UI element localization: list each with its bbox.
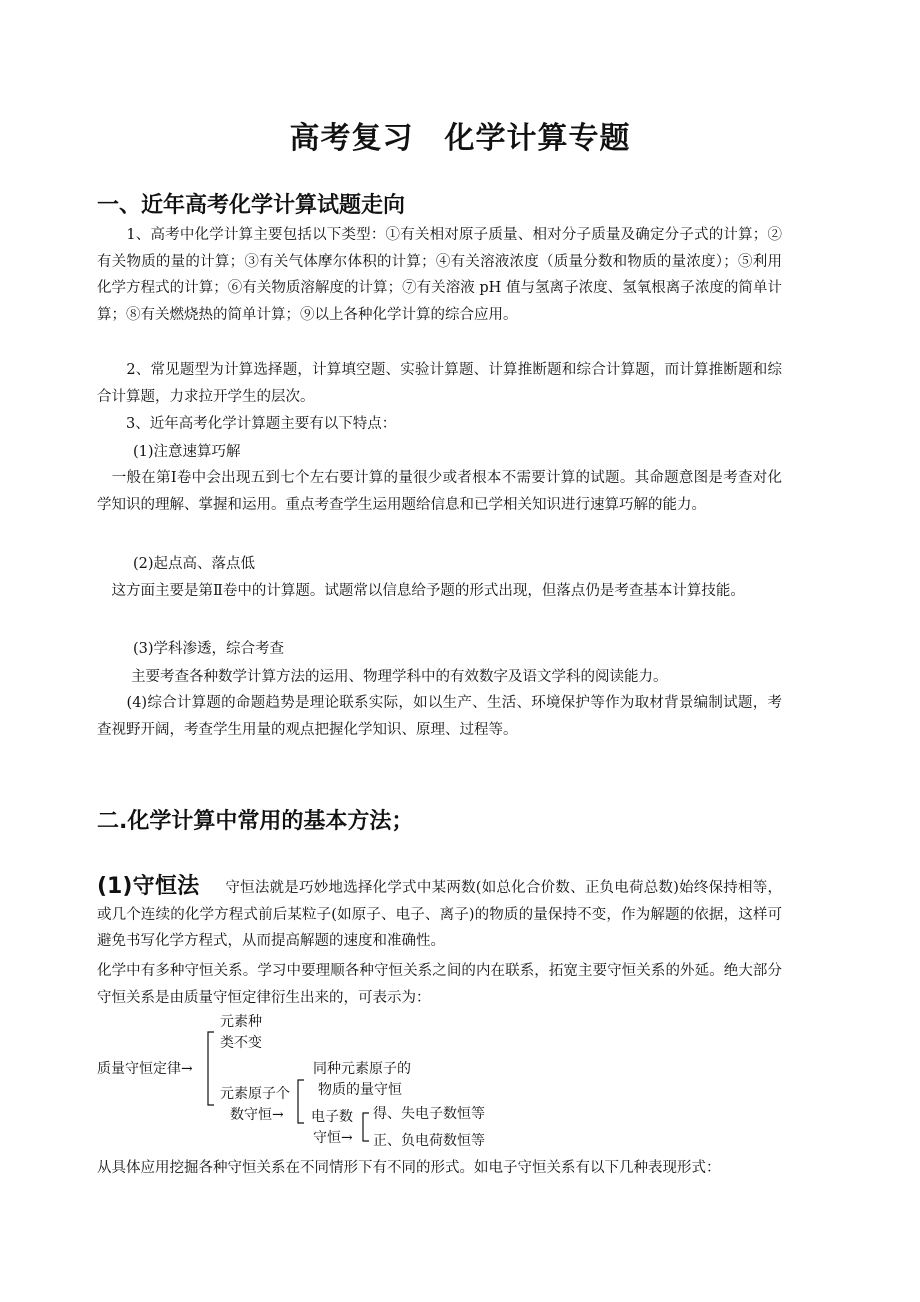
diagram-node-amount-line1: 同种元素原子的 (313, 1061, 411, 1077)
feature-4-text: (4)综合计算题的命题趋势是理论联系实际，如以生产、生活、环境保护等作为取材背景编制试题，考查视野开阔，考查学生用量的观点把握化学知识、原理、过程等。 (97, 695, 782, 738)
page-title: 高考复习 化学计算专题 (289, 121, 631, 156)
feature-1-title: (1)注意速算巧解 (133, 444, 241, 460)
diagram-root-node: 质量守恒定律→ (97, 1061, 193, 1077)
diagram-node-electron-line1: 电子数 (311, 1109, 353, 1125)
section1-paragraph-2: 2、常见题型为计算选择题，计算填空题、实验计算题、计算推断题和综合计算题，而计算推断题和综合计算题，力求拉开学生的层次。 (97, 362, 782, 405)
diagram-node-amount-line2: 物质的量守恒 (318, 1082, 402, 1098)
diagram-node-electron-line2: 守恒→ (313, 1130, 353, 1146)
diagram-node-atom-count-line1: 元素原子个 (220, 1086, 290, 1102)
section1-paragraph-1: 1、高考中化学计算主要包括以下类型：①有关相对原子质量、相对分子质量及确定分子式的计算；②有关物质的量的计算；③有关气体摩尔体积的计算；④有关溶液浓度（质量分数和物质的量浓度）；⑤利用化学方程式的计算；⑥有关物质溶解度的计算；⑦有关溶液 pH 值与氢离子浓度、氢氧根离子浓度的简单计算；⑧有关燃烧热的简单计算；⑨以上各种化学计算的综合应用。 (97, 227, 782, 323)
conservation-heading: (1)守恒法 (97, 874, 200, 899)
conservation-paragraph-2: 化学中有多种守恒关系。学习中要理顺各种守恒关系之间的内在联系，拓宽主要守恒关系的外延。绝大部分守恒关系是由质量守恒定律衍生出来的，可表示为： (97, 963, 782, 1006)
conservation-closing-text: 从具体应用挖掘各种守恒关系在不同情形下有不同的形式。如电子守恒关系有以下几种表现形式： (97, 1160, 721, 1176)
section1-heading: 一、近年高考化学计算试题走向 (97, 193, 406, 218)
feature-3-text: 主要考查各种数学计算方法的运用、物理学科中的有效数字及语文学科的阅读能力。 (131, 669, 668, 685)
diagram-leaf-electron-gain-loss: 得、失电子数恒等 (373, 1106, 485, 1122)
conservation-intro-text: 守恒法就是巧妙地选择化学式中某两数(如总化合价数、正负电荷总数)始终保持相等，或几个连续的化学方程式前后某粒子(如原子、电子、离子)的物质的量保持不变，作为解题的依据，这样可避免书写化学方程式，从而提高解题的速度和准确性。 (97, 880, 783, 949)
section1-paragraph-3: 3、近年高考化学计算题主要有以下特点： (97, 416, 397, 432)
diagram-node-element-type-line2: 类不变 (220, 1035, 262, 1051)
conservation-intro-paragraph (97, 874, 782, 955)
feature-2-text: 这方面主要是第Ⅱ卷中的计算题。试题常以信息给予题的形式出现，但落点仍是考查基本计算技能。 (97, 583, 745, 599)
feature-1-text: 一般在第Ⅰ卷中会出现五到七个左右要计算的量很少或者根本不需要计算的试题。其命题意图是考查对化学知识的理解、掌握和运用。重点考查学生运用题给信息和已学相关知识进行速算巧解的能力。 (97, 470, 782, 513)
diagram-node-atom-count-line2: 数守恒→ (230, 1107, 284, 1123)
feature-3-title: (3)学科渗透，综合考查 (133, 641, 285, 657)
section2-heading: 二.化学计算中常用的基本方法； (97, 809, 414, 834)
diagram-node-element-type-line1: 元素种 (220, 1014, 262, 1030)
feature-2-title: (2)起点高、落点低 (133, 556, 256, 572)
diagram-leaf-charge-balance: 正、负电荷数恒等 (373, 1133, 485, 1149)
